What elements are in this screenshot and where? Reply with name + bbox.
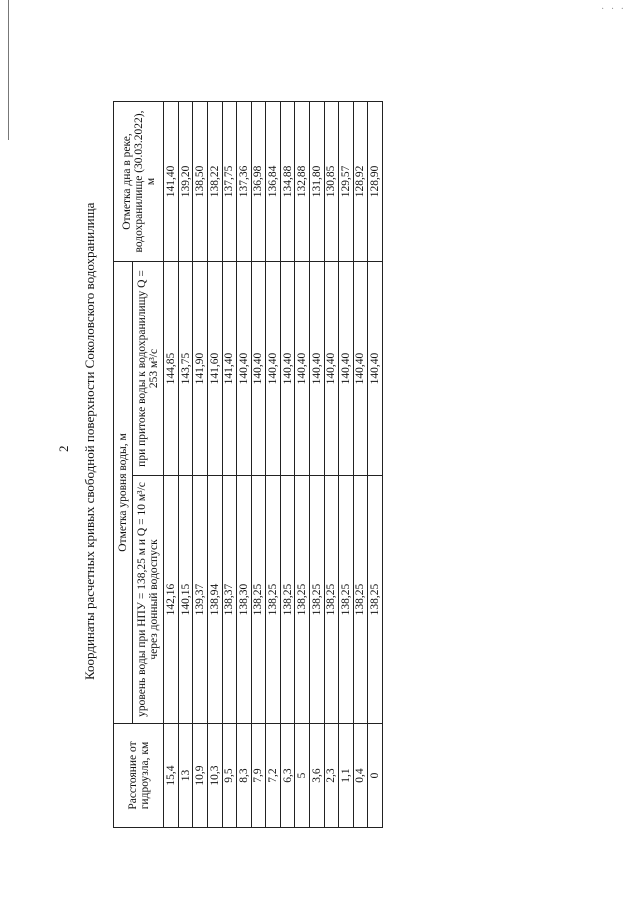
table-row [309, 101, 324, 827]
cell-npu-level: 138,25 [295, 476, 310, 724]
cell-distance: 9,5 [222, 724, 237, 828]
cell-bottom-elevation: 130,85 [324, 101, 339, 261]
cell-npu-level: 138,25 [266, 476, 281, 724]
header-distance: Расстояние от гидроузла, км [114, 724, 164, 828]
cell-distance: 7,2 [266, 724, 281, 828]
table-body [164, 101, 383, 827]
cell-npu-level: 138,94 [207, 476, 222, 724]
header-bottom-elevation: Отметка дна в реке, водохранилище (30.03.2022), м [114, 101, 164, 261]
cell-inflow-level: 143,75 [178, 261, 193, 475]
cell-npu-level: 138,25 [309, 476, 324, 724]
cell-bottom-elevation: 136,98 [251, 101, 266, 261]
cell-npu-level: 138,25 [339, 476, 354, 724]
cell-distance: 3,6 [309, 724, 324, 828]
cell-inflow-level: 140,40 [251, 261, 266, 475]
cell-distance: 6,3 [280, 724, 295, 828]
document-title: Координаты расчетных кривых свободной поверхности Соколовского водохранилища [82, 202, 97, 680]
cell-npu-level: 138,30 [237, 476, 252, 724]
cell-bottom-elevation: 139,20 [178, 101, 193, 261]
cell-distance: 8,3 [237, 724, 252, 828]
table-row [368, 101, 383, 827]
table-row [251, 101, 266, 827]
table-row [266, 101, 281, 827]
cell-inflow-level: 140,40 [324, 261, 339, 475]
cell-bottom-elevation: 134,88 [280, 101, 295, 261]
cell-distance: 10,9 [193, 724, 208, 828]
cell-inflow-level: 141,90 [193, 261, 208, 475]
scan-edge-line [8, 0, 9, 140]
cell-bottom-elevation: 138,50 [193, 101, 208, 261]
coordinates-table [113, 101, 383, 828]
page-number: 2 [56, 445, 71, 452]
cell-distance: 10,3 [207, 724, 222, 828]
cell-bottom-elevation: 138,22 [207, 101, 222, 261]
table-row [193, 101, 208, 827]
cell-npu-level: 142,16 [164, 476, 179, 724]
cell-bottom-elevation: 129,57 [339, 101, 354, 261]
cell-inflow-level: 140,40 [280, 261, 295, 475]
cell-bottom-elevation: 128,92 [353, 101, 368, 261]
cell-distance: 2,3 [324, 724, 339, 828]
cell-inflow-level: 144,85 [164, 261, 179, 475]
cell-inflow-level: 140,40 [309, 261, 324, 475]
cell-inflow-level: 140,40 [237, 261, 252, 475]
cell-inflow-level: 140,40 [368, 261, 383, 475]
table-row [222, 101, 237, 827]
cell-inflow-level: 141,40 [222, 261, 237, 475]
cell-npu-level: 138,25 [251, 476, 266, 724]
table-row [353, 101, 368, 827]
cell-bottom-elevation: 132,88 [295, 101, 310, 261]
cell-bottom-elevation: 136,84 [266, 101, 281, 261]
cell-inflow-level: 140,40 [295, 261, 310, 475]
cell-distance: 1,1 [339, 724, 354, 828]
cell-bottom-elevation: 141,40 [164, 101, 179, 261]
cell-distance: 15,4 [164, 724, 179, 828]
cell-inflow-level: 140,40 [266, 261, 281, 475]
header-water-level: Отметка уровня воды, м [114, 261, 133, 723]
cell-distance: 13 [178, 724, 193, 828]
cell-npu-level: 138,25 [280, 476, 295, 724]
table-row [178, 101, 193, 827]
cell-bottom-elevation: 131,80 [309, 101, 324, 261]
scan-artifact: · · · [601, 4, 626, 15]
table-rotated-container [113, 102, 383, 828]
table-row [207, 101, 222, 827]
cell-distance: 5 [295, 724, 310, 828]
cell-bottom-elevation: 137,36 [237, 101, 252, 261]
table-row [324, 101, 339, 827]
cell-distance: 0,4 [353, 724, 368, 828]
cell-npu-level: 138,25 [324, 476, 339, 724]
cell-bottom-elevation: 128,90 [368, 101, 383, 261]
cell-inflow-level: 140,40 [339, 261, 354, 475]
cell-npu-level: 138,25 [368, 476, 383, 724]
header-inflow-level: при притоке воды к водохранилищу Q = 253 м³/с [133, 261, 164, 475]
cell-npu-level: 138,37 [222, 476, 237, 724]
cell-inflow-level: 140,40 [353, 261, 368, 475]
table-row [339, 101, 354, 827]
cell-npu-level: 138,25 [353, 476, 368, 724]
table-row [237, 101, 252, 827]
cell-inflow-level: 141,60 [207, 261, 222, 475]
cell-distance: 0 [368, 724, 383, 828]
cell-npu-level: 139,37 [193, 476, 208, 724]
table-row [295, 101, 310, 827]
cell-distance: 7,9 [251, 724, 266, 828]
cell-npu-level: 140,15 [178, 476, 193, 724]
table-row [164, 101, 179, 827]
table-row [280, 101, 295, 827]
cell-bottom-elevation: 137,75 [222, 101, 237, 261]
header-npu-level: уровень воды при НПУ = 138,25 м и Q = 10 м³/с через донный водоспуск [133, 476, 164, 724]
